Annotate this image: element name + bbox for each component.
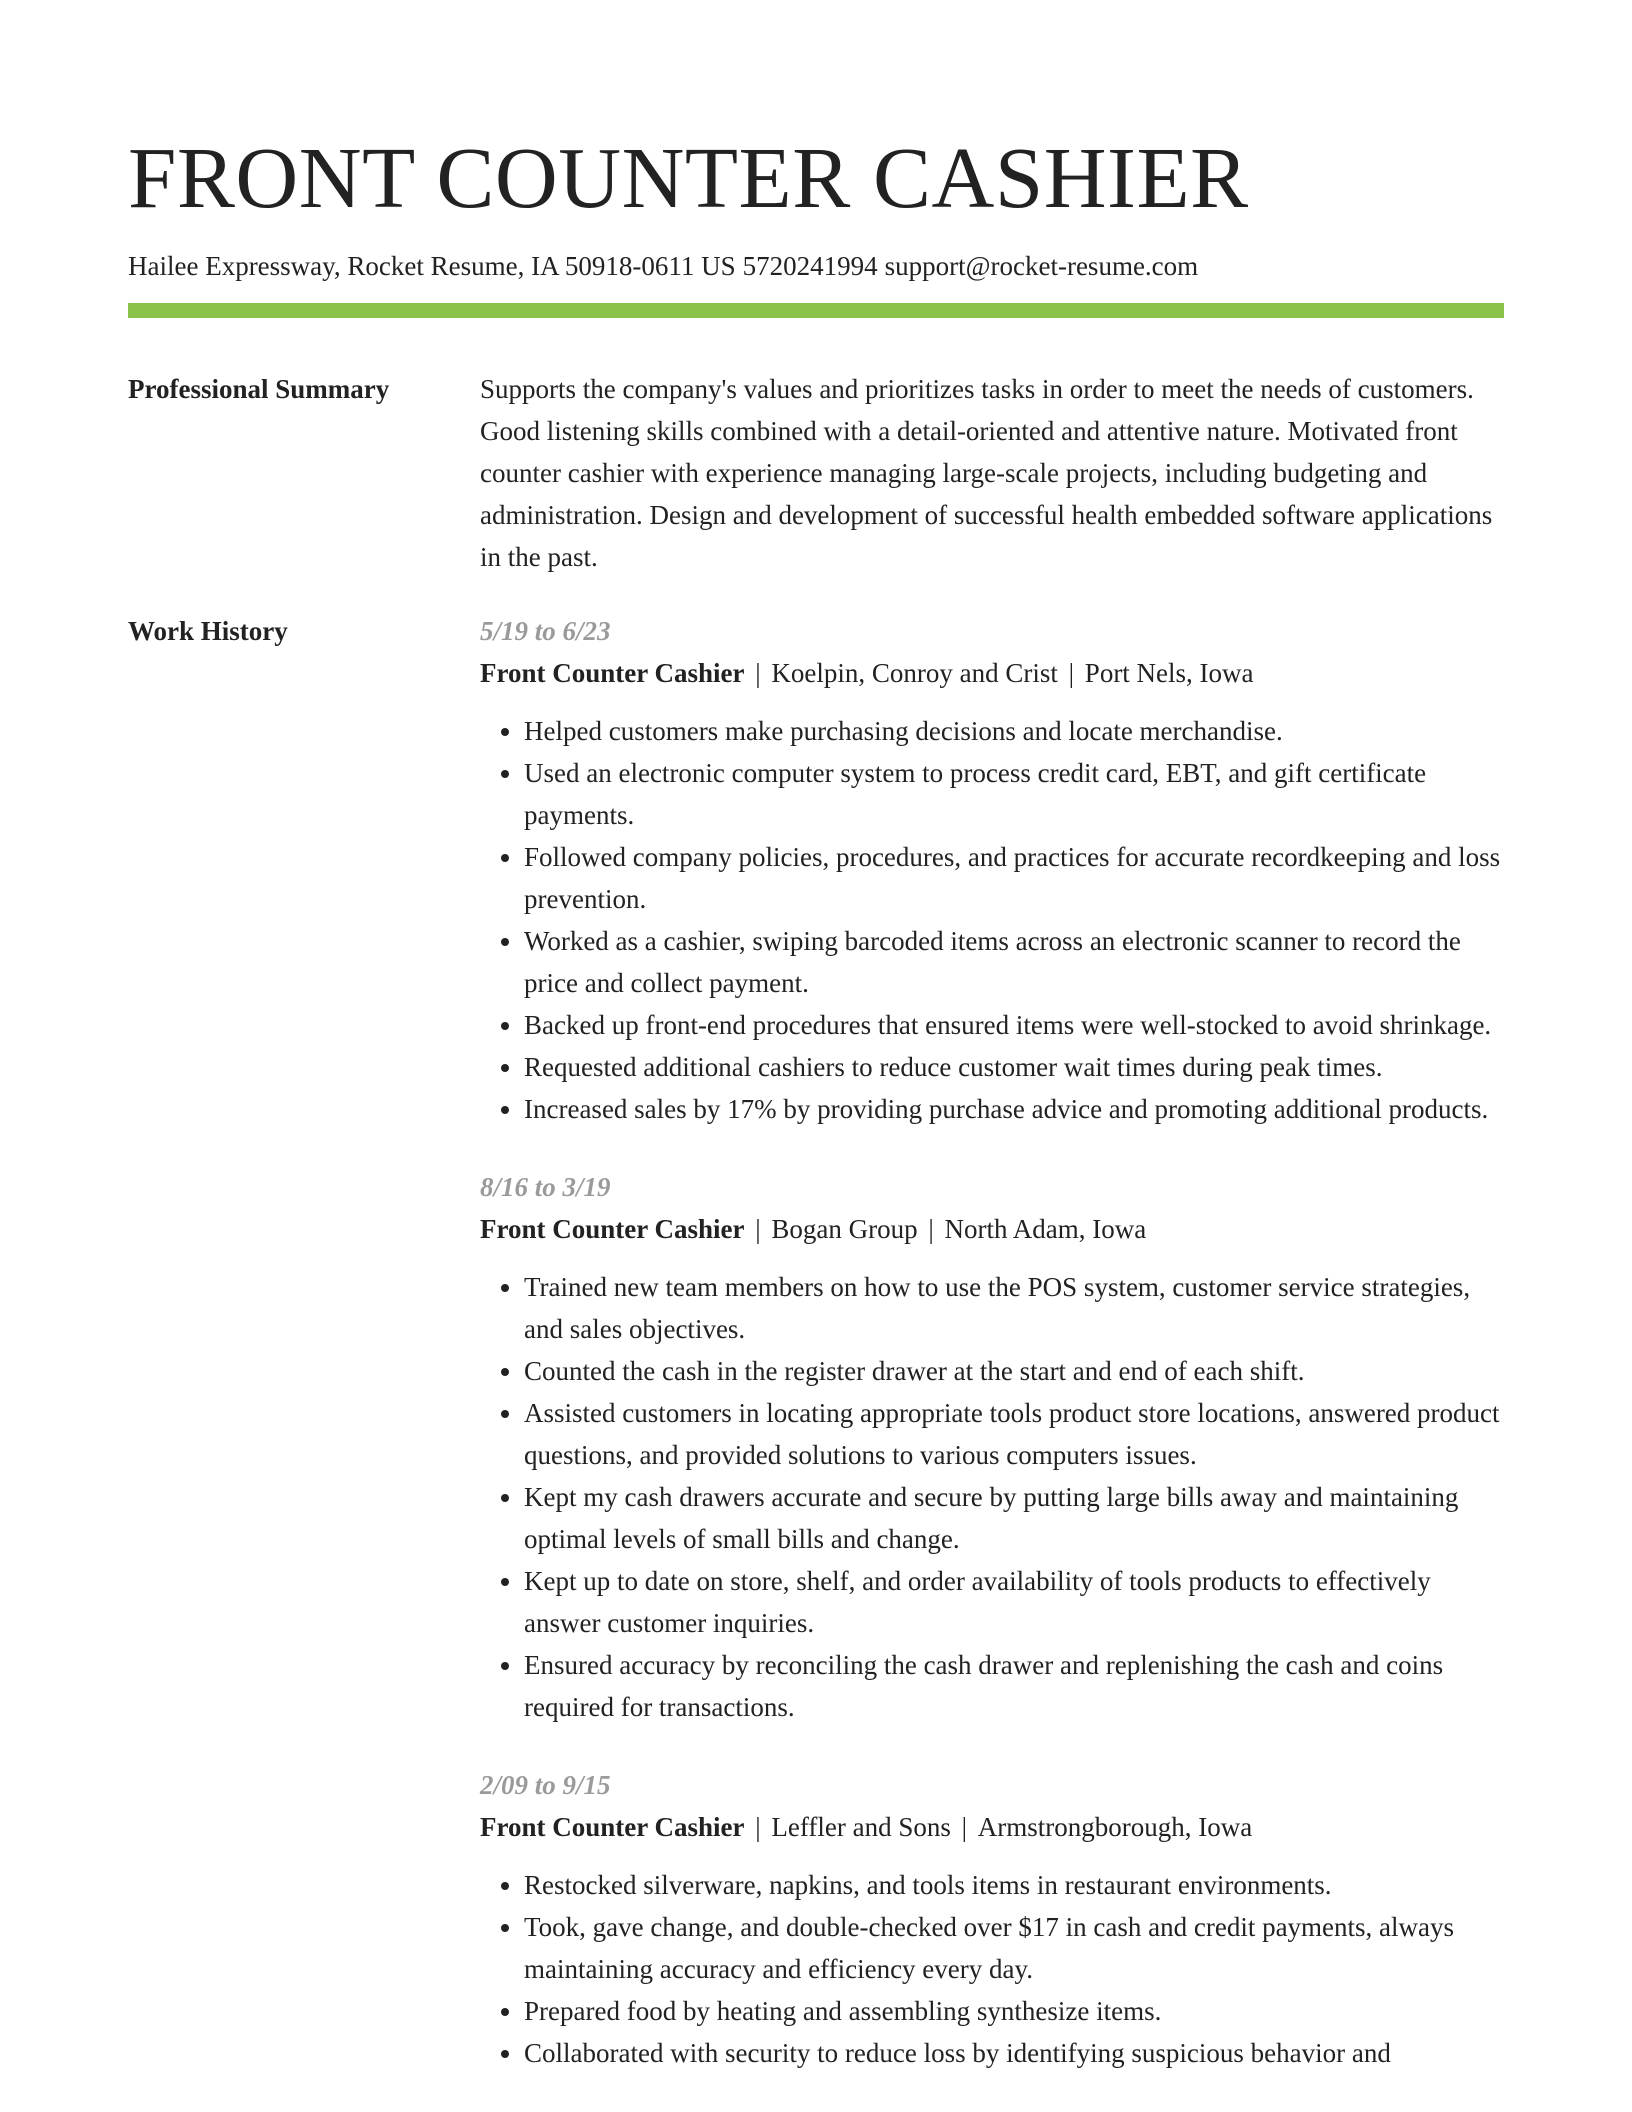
- jobs-list: [480, 610, 1504, 2110]
- job-bullet: • Worked as a cashier, swiping barcoded items across an electronic scanner to record the price and collect payment.: [524, 920, 1504, 1004]
- summary-heading: Professional Summary: [128, 374, 390, 404]
- job-bullet: • Helped customers make purchasing decisions and locate merchandise.: [524, 710, 1504, 752]
- job-bullet: • Followed company policies, procedures, and practices for accurate recordkeeping and loss prevention.: [524, 836, 1504, 920]
- job-title: Front Counter Cashier: [480, 1214, 745, 1244]
- job-title: Front Counter Cashier: [480, 1812, 745, 1842]
- job-entry: [480, 1166, 1504, 1728]
- summary-text: Supports the company's values and prioritizes tasks in order to meet the needs of customers. Good listening skills combined with a detail-oriented and attentive nature. Motivated front counter cashier with experience managing large-scale projects, including budgeting and administration. Design and development of successful health embedded software applications in the past.: [480, 374, 1493, 572]
- job-entry: [480, 1764, 1504, 2074]
- job-location: Armstrongborough, Iowa: [977, 1812, 1253, 1842]
- job-company: Leffler and Sons: [771, 1812, 951, 1842]
- work-history-section: [128, 610, 1504, 2110]
- job-bullet: • Assisted customers in locating appropriate tools product store locations, answered product questions, and provided solutions to various computers issues.: [524, 1392, 1504, 1476]
- job-bullet: • Increased sales by 17% by providing purchase advice and promoting additional products.: [524, 1088, 1504, 1130]
- job-bullet: • Kept my cash drawers accurate and secure by putting large bills away and maintaining optimal levels of small bills and change.: [524, 1476, 1504, 1560]
- job-dates: 2/09 to 9/15: [480, 1770, 611, 1800]
- job-location: Port Nels, Iowa: [1084, 658, 1254, 688]
- job-title: Front Counter Cashier: [480, 658, 745, 688]
- job-bullet: • Trained new team members on how to use the POS system, customer service strategies, and sales objectives.: [524, 1266, 1504, 1350]
- job-bullet: • Ensured accuracy by reconciling the cash drawer and replenishing the cash and coins required for transactions.: [524, 1644, 1504, 1728]
- resume-name: FRONT COUNTER CASHIER: [128, 129, 1249, 226]
- contact-address: Hailee Expressway, Rocket Resume, IA 50918-0611 US: [128, 251, 736, 281]
- job-header: Front Counter Cashier | Koelpin, Conroy and Crist | Port Nels, Iowa: [480, 658, 1254, 688]
- job-bullet: • Backed up front-end procedures that ensured items were well-stocked to avoid shrinkage.: [524, 1004, 1504, 1046]
- job-dates: 5/19 to 6/23: [480, 616, 611, 646]
- summary-section: [128, 368, 1504, 578]
- contact-phone: 5720241994: [742, 251, 878, 281]
- job-bullet: • Restocked silverware, napkins, and tools items in restaurant environments.: [524, 1864, 1504, 1906]
- job-bullets: [480, 1864, 1504, 2074]
- job-entry: [480, 610, 1504, 1130]
- job-company: Koelpin, Conroy and Crist: [771, 658, 1058, 688]
- contact-line: [128, 251, 1504, 282]
- job-company: Bogan Group: [771, 1214, 918, 1244]
- job-bullet: • Used an electronic computer system to process credit card, EBT, and gift certificate payments.: [524, 752, 1504, 836]
- work-history-heading: Work History: [128, 616, 288, 646]
- header-divider: [128, 303, 1504, 318]
- job-bullets: [480, 1266, 1504, 1728]
- job-bullet: • Took, gave change, and double-checked over $17 in cash and credit payments, always maintaining accuracy and efficiency every day.: [524, 1906, 1504, 1990]
- job-header: Front Counter Cashier | Bogan Group | North Adam, Iowa: [480, 1214, 1147, 1244]
- job-bullets: [480, 710, 1504, 1130]
- job-location: North Adam, Iowa: [944, 1214, 1147, 1244]
- job-bullet: • Collaborated with security to reduce loss by identifying suspicious behavior and: [524, 2032, 1504, 2074]
- job-bullet: • Prepared food by heating and assembling synthesize items.: [524, 1990, 1504, 2032]
- job-bullet: • Counted the cash in the register drawer at the start and end of each shift.: [524, 1350, 1504, 1392]
- job-dates: 8/16 to 3/19: [480, 1172, 611, 1202]
- job-header: Front Counter Cashier | Leffler and Sons | Armstrongborough, Iowa: [480, 1812, 1253, 1842]
- contact-email: support@rocket-resume.com: [884, 251, 1199, 281]
- job-bullet: • Requested additional cashiers to reduce customer wait times during peak times.: [524, 1046, 1504, 1088]
- job-bullet: • Kept up to date on store, shelf, and order availability of tools products to effectively answer customer inquiries.: [524, 1560, 1504, 1644]
